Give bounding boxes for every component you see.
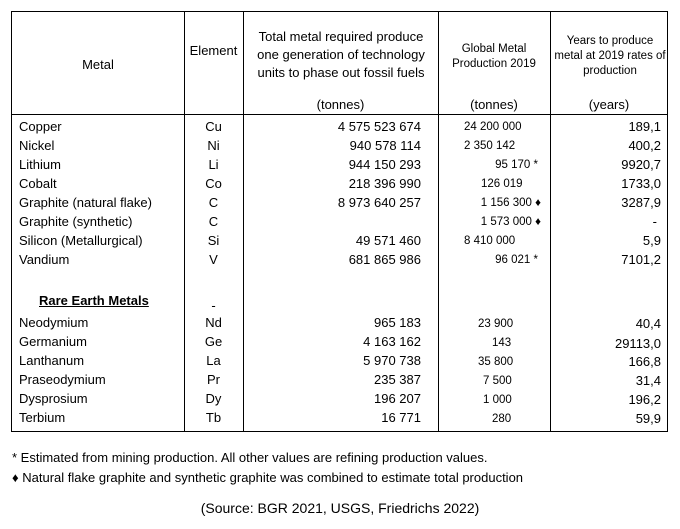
footnote-estimated: * Estimated from mining production. All other values are refining production values. (12, 450, 488, 465)
years-value: 9920,7 (621, 157, 661, 172)
element-symbol: V (209, 252, 218, 267)
metal-name: Neodymium (19, 315, 89, 330)
element-symbol: Tb (205, 410, 222, 425)
header-total: Total metal required produce one generation of technology units to phase out fossil fuels (257, 29, 425, 80)
source-citation: (Source: BGR 2021, USGS, Friedrichs 2022) (200, 500, 480, 516)
metal-name: Graphite (natural flake) (19, 195, 152, 210)
metal-name: Dysprosium (19, 391, 88, 406)
element-symbol: Dy (205, 391, 222, 406)
metal-name: Terbium (19, 410, 66, 425)
global-value: 7 500 (483, 375, 512, 387)
footnote-graphite: ♦ Natural flake graphite and synthetic graphite was combined to estimate total production (12, 470, 524, 485)
total-value: 940 578 114 (349, 138, 421, 153)
element-symbol: Li (208, 157, 219, 172)
years-value: 196,2 (628, 392, 661, 407)
global-value: 23 900 (478, 318, 514, 330)
element-symbol: Cu (205, 119, 222, 134)
years-value: 29113,0 (614, 336, 661, 351)
total-value: 5 970 738 (363, 353, 421, 368)
global-value: 24 200 000 (464, 121, 522, 133)
metal-name: Copper (19, 119, 62, 134)
global-value: 280 (492, 413, 512, 425)
total-value: 681 865 986 (348, 252, 421, 267)
rare-earth-heading: Rare Earth Metals (39, 293, 149, 308)
header-global-unit: (tonnes) (470, 97, 518, 112)
element-symbol: Si (207, 233, 220, 248)
header-years: Years to produce metal at 2019 rates of production (554, 35, 666, 77)
years-value: 59,9 (635, 411, 661, 426)
years-value: 40,4 (635, 316, 661, 331)
element-symbol: Ni (207, 138, 220, 153)
global-value: 95 170 * (495, 159, 538, 171)
col-divider (243, 12, 244, 431)
metal-name: Germanium (19, 334, 87, 349)
global-value: 96 021 * (495, 254, 538, 266)
total-value: 4 163 162 (363, 334, 421, 349)
element-symbol: Pr (207, 372, 220, 387)
total-value: 4 575 523 674 (337, 119, 421, 134)
metal-name: Nickel (19, 138, 55, 153)
global-value: 1 000 (483, 394, 512, 406)
global-value: 1 156 300 ♦ (480, 197, 541, 209)
global-value: 1 573 000 ♦ (480, 216, 541, 228)
element-symbol: Nd (205, 315, 222, 330)
years-value: - (652, 214, 657, 229)
years-value: 189,1 (628, 119, 661, 134)
years-value: 400,2 (628, 138, 661, 153)
element-symbol: La (206, 353, 221, 368)
total-value: 8 973 640 257 (337, 195, 421, 210)
header-years-unit: (years) (588, 97, 630, 112)
header-total-unit: (tonnes) (316, 97, 365, 112)
header-element: Element (189, 43, 238, 58)
years-value: 3287,9 (621, 195, 661, 210)
element-symbol: Co (205, 176, 222, 191)
header-metal: Metal (82, 57, 114, 72)
metal-name: Graphite (synthetic) (19, 214, 133, 229)
header-global: Global Metal Production 2019 (452, 43, 536, 70)
element-symbol: Ge (204, 334, 223, 349)
total-value: 965 183 (374, 315, 421, 330)
total-value: 235 387 (374, 372, 421, 387)
element-symbol: C (208, 195, 219, 210)
header-divider (12, 114, 667, 115)
total-value: 944 150 293 (348, 157, 421, 172)
total-value: 196 207 (374, 391, 421, 406)
years-value: 31,4 (635, 373, 661, 388)
years-value: 166,8 (628, 354, 661, 369)
metal-name: Lanthanum (19, 353, 85, 368)
metals-table (11, 11, 668, 432)
total-value: 16 771 (381, 410, 421, 425)
total-value: 218 396 990 (348, 176, 421, 191)
years-value: 5,9 (642, 233, 661, 248)
global-value: 35 800 (478, 356, 514, 368)
total-value: 49 571 460 (355, 233, 421, 248)
metal-name: Cobalt (19, 176, 57, 191)
metal-name: Vandium (19, 252, 70, 267)
metal-name: Praseodymium (19, 372, 106, 387)
years-value: 1733,0 (621, 176, 661, 191)
global-value: 8 410 000 (464, 235, 516, 247)
rare-earth-element-dash: - (211, 298, 216, 313)
global-value: 126 019 (481, 178, 523, 190)
metal-name: Silicon (Metallurgical) (19, 233, 143, 248)
metal-name: Lithium (19, 157, 61, 172)
element-symbol: C (208, 214, 219, 229)
years-value: 7101,2 (621, 252, 661, 267)
global-value: 2 350 142 (464, 140, 516, 152)
global-value: 143 (492, 337, 512, 349)
